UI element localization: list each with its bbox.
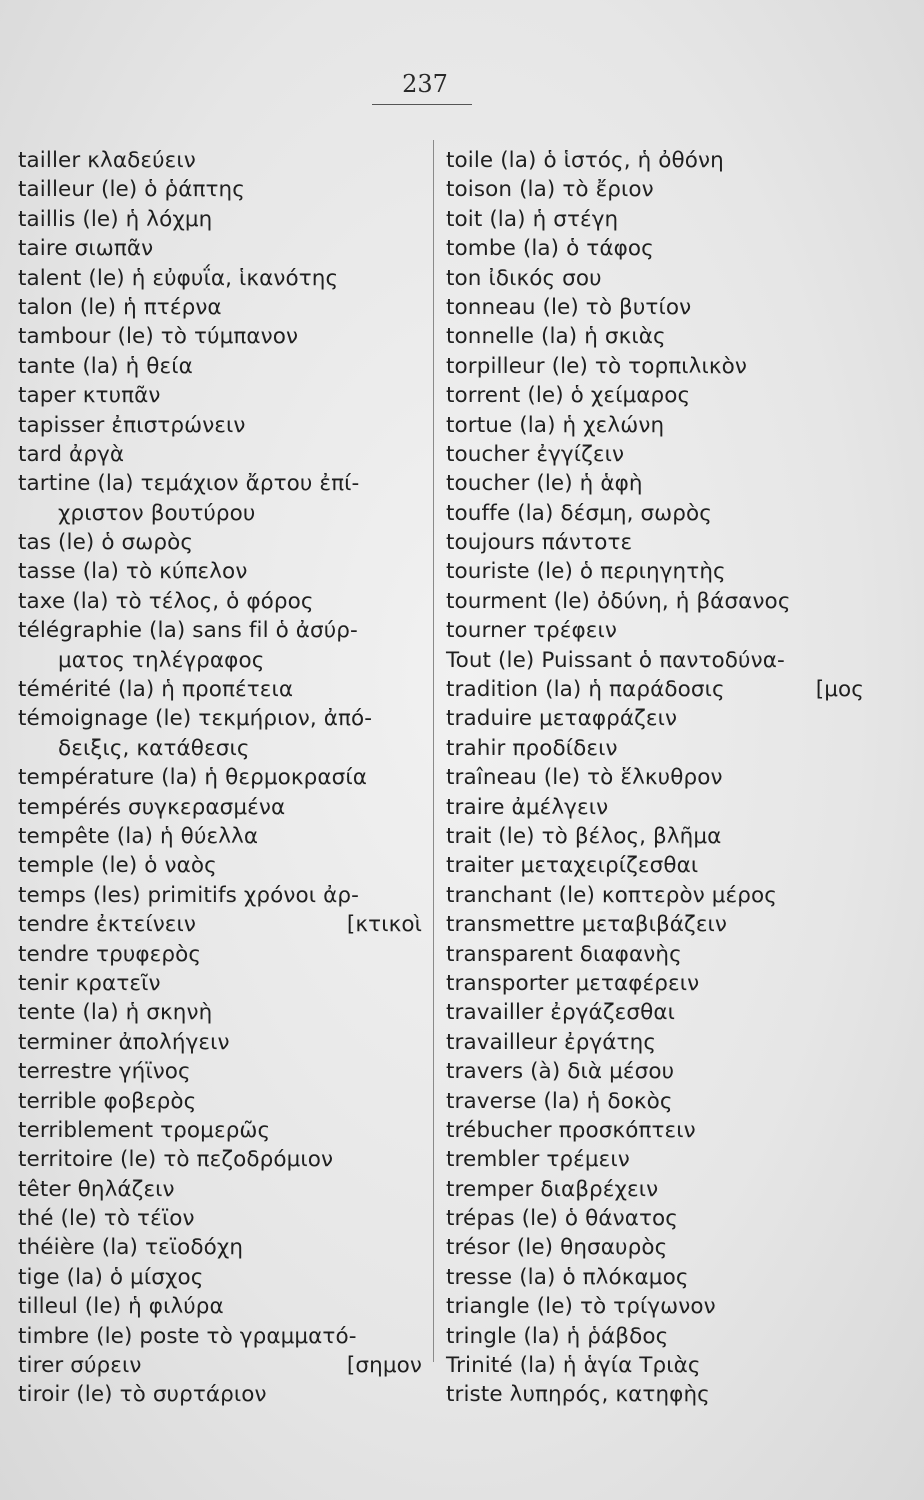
entry-text: tendre ἐκτείνειν — [18, 912, 197, 938]
entry-text: ματος τηλέγραφος — [58, 647, 265, 673]
entry-text: toit (la) ἡ στέγη — [446, 206, 619, 232]
dictionary-entry — [446, 969, 916, 998]
entry-text: tresse (la) ὁ πλόκαμος — [446, 1264, 689, 1290]
dictionary-entry — [18, 910, 428, 939]
dictionary-entry — [18, 1145, 428, 1174]
dictionary-entry — [446, 264, 916, 293]
dictionary-entry — [446, 234, 916, 263]
entry-text: tradition (la) ἡ παράδοσις — [446, 677, 725, 703]
entry-text: timbre (le) poste τὸ γραμματό- — [18, 1323, 357, 1349]
dictionary-entry — [446, 1087, 916, 1116]
dictionary-entry — [446, 528, 916, 557]
entry-text: tempête (la) ἡ θύελλα — [18, 823, 259, 849]
entry-text: tiroir (le) τὸ συρτάριον — [18, 1382, 267, 1408]
entry-text: tartine (la) τεμάχιον ἄρτου ἐπί- — [18, 471, 360, 497]
dictionary-entry — [18, 381, 428, 410]
dictionary-entry — [446, 1351, 916, 1380]
entry-text: tringle (la) ἡ ῥάβδος — [446, 1323, 669, 1349]
dictionary-entry — [18, 234, 428, 263]
entry-text: tremper διαβρέχειν — [446, 1176, 659, 1202]
entry-text: tonnelle (la) ἡ σκιὰς — [446, 324, 666, 350]
dictionary-entry — [18, 146, 428, 175]
dictionary-entry-continuation — [18, 499, 428, 528]
dictionary-entry — [18, 793, 428, 822]
dictionary-entry — [18, 322, 428, 351]
entry-text: toucher ἐγγίζειν — [446, 441, 625, 467]
dictionary-entry — [18, 1322, 428, 1351]
dictionary-entry — [18, 1233, 428, 1262]
dictionary-entry — [446, 352, 916, 381]
dictionary-entry — [18, 616, 428, 645]
dictionary-entry — [18, 293, 428, 322]
entry-text: tombe (la) ὁ τάφος — [446, 236, 654, 262]
entry-text: témoignage (le) τεκμήριον, ἀπό- — [18, 706, 373, 732]
dictionary-entry — [18, 411, 428, 440]
dictionary-entry — [446, 910, 916, 939]
entry-text: temps (les) primitifs χρόνοι ἀρ- — [18, 882, 359, 908]
entry-text: terrible φοβερὸς — [18, 1088, 197, 1114]
entry-text: traverse (la) ἡ δοκὸς — [446, 1088, 673, 1114]
dictionary-entry — [18, 1351, 428, 1380]
entry-text: toison (la) τὸ ἔριον — [446, 177, 654, 203]
dictionary-entry — [446, 557, 916, 586]
dictionary-entry — [446, 1028, 916, 1057]
dictionary-entry — [18, 1057, 428, 1086]
dictionary-entry — [446, 763, 916, 792]
dictionary-entry — [18, 851, 428, 880]
entry-text: tente (la) ἡ σκηνὴ — [18, 1000, 213, 1026]
dictionary-entry — [446, 822, 916, 851]
dictionary-entry — [446, 616, 916, 645]
entry-text: toile (la) ὁ ἱστός, ἡ ὀθόνη — [446, 148, 724, 173]
entry-text: terrestre γήϊνος — [18, 1059, 191, 1085]
entry-text: tonneau (le) τὸ βυτίον — [446, 294, 692, 320]
dictionary-entry — [446, 881, 916, 910]
dictionary-entry — [446, 1233, 916, 1262]
entry-text: traîneau (le) τὸ ἕλκυθρον — [446, 765, 723, 791]
dictionary-entry — [18, 763, 428, 792]
dictionary-entry — [18, 1204, 428, 1233]
dictionary-entry — [18, 969, 428, 998]
entry-text: terminer ἀπολήγειν — [18, 1029, 230, 1055]
entry-text: toujours πάντοτε — [446, 530, 633, 556]
entry-text: travailleur ἐργάτης — [446, 1029, 657, 1055]
entry-text: terriblement τρομερῶς — [18, 1117, 271, 1143]
dictionary-entry — [18, 469, 428, 498]
entry-text: transmettre μεταβιβάζειν — [446, 912, 728, 938]
dictionary-entry — [446, 940, 916, 969]
entry-overflow-text: [κτικοὶ — [346, 912, 422, 938]
dictionary-entry — [446, 1175, 916, 1204]
dictionary-entry — [446, 381, 916, 410]
entry-text: trembler τρέμειν — [446, 1147, 630, 1173]
dictionary-entry — [446, 440, 916, 469]
dictionary-entry — [446, 998, 916, 1027]
dictionary-entry — [446, 322, 916, 351]
dictionary-entry-continuation — [18, 734, 428, 763]
entry-text: taper κτυπᾶν — [18, 383, 161, 409]
entry-text: tailleur (le) ὁ ῥάπτης — [18, 177, 246, 203]
entry-text: torrent (le) ὁ χείμαρος — [446, 383, 691, 409]
entry-text: télégraphie (la) sans fil ὁ ἀσύρ- — [18, 618, 358, 644]
entry-text: tas (le) ὁ σωρὸς — [18, 530, 194, 556]
column-divider — [433, 140, 434, 1362]
entry-text: taillis (le) ἡ λόχμη — [18, 206, 213, 232]
entry-text: tendre τρυφερὸς — [18, 941, 202, 967]
entry-text: tige (la) ὁ μίσχος — [18, 1264, 204, 1290]
entry-text: ton ἰδικός σου — [446, 265, 602, 291]
entry-text: thé (le) τὸ τέϊον — [18, 1206, 195, 1232]
dictionary-entry — [18, 1175, 428, 1204]
entry-text: territoire (le) τὸ πεζοδρόμιον — [18, 1147, 334, 1173]
dictionary-entry — [18, 528, 428, 557]
entry-text: toucher (le) ἡ ἁφὴ — [446, 471, 643, 497]
entry-text: trahir προδίδειν — [446, 735, 618, 761]
entry-text: torpilleur (le) τὸ τορπιλικὸν — [446, 353, 747, 379]
dictionary-entry — [446, 205, 916, 234]
dictionary-entry — [446, 734, 916, 763]
dictionary-entry — [446, 1204, 916, 1233]
entry-text: tilleul (le) ἡ φιλύρα — [18, 1294, 224, 1320]
dictionary-entry-continuation — [18, 646, 428, 675]
right-column — [446, 146, 916, 1410]
entry-text: transparent διαφανὴς — [446, 941, 682, 967]
entry-text: tambour (le) τὸ τύμπανον — [18, 324, 299, 350]
entry-text: touriste (le) ὁ περιηγητὴς — [446, 559, 726, 585]
dictionary-entry — [18, 587, 428, 616]
dictionary-entry — [446, 1145, 916, 1174]
dictionary-entry — [18, 1380, 428, 1409]
dictionary-entry — [446, 1116, 916, 1145]
entry-text: taxe (la) τὸ τέλος, ὁ φόρος — [18, 588, 314, 614]
dictionary-entry — [18, 557, 428, 586]
entry-text: tourner τρέφειν — [446, 618, 618, 644]
entry-text: trébucher προσκόπτειν — [446, 1117, 696, 1143]
entry-text: tempérés συγκερασμένα — [18, 794, 286, 820]
dictionary-entry — [446, 293, 916, 322]
dictionary-entry — [446, 1380, 916, 1409]
entry-overflow-text: [μος — [815, 677, 864, 703]
dictionary-entry — [18, 1028, 428, 1057]
dictionary-entry — [446, 146, 916, 175]
dictionary-entry — [446, 793, 916, 822]
entry-text: taire σιωπᾶν — [18, 236, 154, 262]
entry-text: tirer σύρειν — [18, 1353, 142, 1379]
dictionary-entry — [446, 675, 916, 704]
entry-text: température (la) ἡ θερμοκρασία — [18, 765, 368, 791]
header-rule — [372, 104, 472, 105]
entry-text: Trinité (la) ἡ ἁγία Τριὰς — [446, 1353, 701, 1379]
dictionary-entry — [18, 675, 428, 704]
dictionary-entry — [18, 881, 428, 910]
entry-text: tard ἀργὰ — [18, 441, 125, 467]
entry-text: tortue (la) ἡ χελώνη — [446, 412, 665, 438]
entry-text: trait (le) τὸ βέλος, βλῆμα — [446, 823, 722, 849]
entry-text: témérité (la) ἡ προπέτεια — [18, 677, 294, 703]
entry-text: triangle (le) τὸ τρίγωνον — [446, 1294, 716, 1320]
entry-text: trésor (le) θησαυρὸς — [446, 1235, 668, 1261]
entry-text: touffe (la) δέσμη, σωρὸς — [446, 500, 712, 526]
entry-text: tourment (le) ὀδύνη, ἡ βάσανος — [446, 588, 791, 614]
dictionary-entry — [18, 440, 428, 469]
entry-text: χριστον βουτύρου — [58, 500, 256, 526]
dictionary-entry — [18, 1292, 428, 1321]
dictionary-entry — [446, 704, 916, 733]
dictionary-entry — [18, 822, 428, 851]
dictionary-entry — [446, 1057, 916, 1086]
entry-text: tranchant (le) κοπτερὸν μέρος — [446, 882, 777, 908]
entry-text: tailler κλαδεύειν — [18, 148, 196, 173]
dictionary-entry — [18, 264, 428, 293]
dictionary-entry — [446, 1322, 916, 1351]
left-column — [18, 146, 428, 1410]
entry-overflow-text: [σημον — [346, 1353, 422, 1379]
dictionary-entry — [18, 940, 428, 969]
entry-text: Tout (le) Puissant ὁ παντοδύνα- — [446, 647, 785, 673]
dictionary-entry — [18, 998, 428, 1027]
dictionary-entry — [18, 205, 428, 234]
entry-text: traire ἀμέλγειν — [446, 794, 609, 820]
entry-text: temple (le) ὁ ναὸς — [18, 853, 217, 879]
dictionary-entry — [18, 704, 428, 733]
dictionary-entry — [446, 175, 916, 204]
dictionary-entry — [18, 1087, 428, 1116]
entry-text: têter θηλάζειν — [18, 1176, 175, 1202]
dictionary-entry — [446, 851, 916, 880]
dictionary-entry — [446, 587, 916, 616]
entry-text: triste λυπηρός, κατηφὴς — [446, 1382, 710, 1408]
entry-text: travailler ἐργάζεσθαι — [446, 1000, 675, 1026]
entry-text: talent (le) ἡ εὐφυΐα, ἱκανότης — [18, 265, 339, 291]
entry-text: travers (à) διὰ μέσου — [446, 1059, 675, 1085]
dictionary-entry — [18, 352, 428, 381]
entry-text: tenir κρατεῖν — [18, 970, 161, 996]
entry-text: théière (la) τεϊοδόχη — [18, 1235, 244, 1261]
entry-text: tapisser ἐπιστρώνειν — [18, 412, 246, 438]
dictionary-entry — [446, 1292, 916, 1321]
dictionary-entry — [446, 646, 916, 675]
entry-text: talon (le) ἡ πτέρνα — [18, 294, 222, 320]
dictionary-entry — [446, 1263, 916, 1292]
dictionary-entry — [18, 1263, 428, 1292]
dictionary-entry — [446, 469, 916, 498]
entry-text: tasse (la) τὸ κύπελον — [18, 559, 248, 585]
entry-text: trépas (le) ὁ θάνατος — [446, 1206, 679, 1232]
dictionary-entry — [18, 1116, 428, 1145]
dictionary-entry — [446, 411, 916, 440]
entry-text: transporter μεταφέρειν — [446, 970, 700, 996]
dictionary-entry — [446, 499, 916, 528]
entry-text: traduire μεταφράζειν — [446, 706, 678, 732]
entry-text: δειξις, κατάθεσις — [58, 735, 250, 761]
page-number: 237 — [402, 70, 448, 98]
dictionary-entry — [18, 175, 428, 204]
entry-text: tante (la) ἡ θεία — [18, 353, 193, 379]
entry-text: traiter μεταχειρίζεσθαι — [446, 853, 699, 879]
